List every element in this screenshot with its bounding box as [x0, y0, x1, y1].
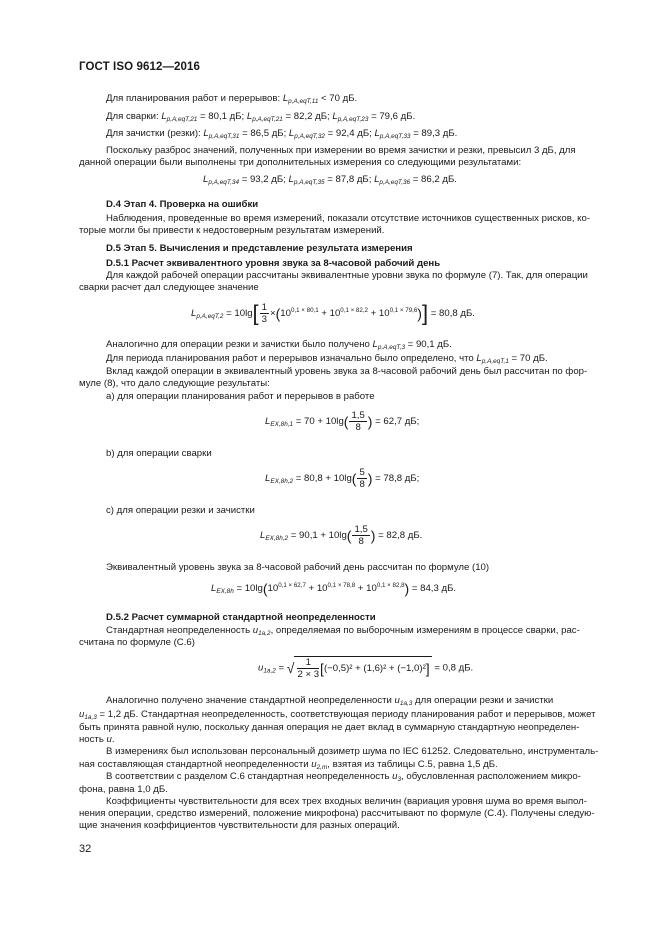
paragraph-line: муле (8), что дало следующие результаты: [79, 378, 270, 389]
paragraph-line: Аналогично для операции резки и зачистки было получено $L_{p,A,eqT,3} = 90,1$ дБ. [106, 339, 452, 351]
list-item: а) для операции планирования работ и перерывов в работе [106, 391, 375, 402]
paragraph-line: В соответствии с разделом С.6 стандартная неопределенность $u_3$, обусловленная расположением микро- [106, 771, 581, 783]
paragraph-line: $u_{1a,3} = 1,2$ дБ. Стандартная неопределенность, соответствующая периоду планирования работ и перерывов, может [79, 709, 596, 721]
paragraph-line: Наблюдения, проведенные во время измерений, показали отсутствие источников существенных рисков, ко- [106, 213, 591, 224]
list-item: b) для операции сварки [106, 448, 212, 459]
paragraph-line: фона, равна 1,0 дБ. [79, 784, 168, 795]
equation-welding-contribution: $L_{EX,8h,2} = 80,8 + 10\lg$( $\frac{5}{8}$ ) = 78,8 дБ; [265, 467, 420, 490]
paragraph-line: Стандартная неопределенность $u_{1a,2}$, определяемая по выборочным измерениям в процессе сварки, рас- [106, 625, 580, 637]
equation-uncertainty: $u_{1a,2}$ = √ $\frac{1}{2 \times 3}$ [(−0,5)² + (1,6)² + (−1,0)²] = 0,8 дБ. [258, 657, 474, 680]
paragraph-line: Коэффициенты чувствительности для всех трех входных величин (вариация уровня шума во время выпол- [106, 796, 587, 807]
paragraph-line: Для каждой рабочей операции рассчитаны эквивалентные уровни звука по формуле (7). Так, для операции [106, 270, 588, 281]
paragraph-line: В измерениях был использован персональный дозиметр шума по IEC 61252. Следовательно, инструменталь- [106, 746, 599, 757]
paragraph-line: Поскольку разброс значений, полученных при измерении во время зачистки и резки, превысил 3 дБ, для [106, 145, 576, 156]
document-header: ГОСТ ISO 9612—2016 [79, 61, 201, 73]
paragraph-line: торые могли бы привести к недостоверным результатам измерений. [79, 225, 385, 236]
paragraph-line: нения операции, средство измерений, положение микрофона) рассчитывают по формуле (С.4). Получены следую- [79, 808, 595, 819]
paragraph-line: данной операции были выполнены три дополнительных измерения со следующими результатами: [79, 157, 522, 168]
paragraph-line: щие значения коэффициентов чувствительности для разных операций. [79, 820, 400, 831]
paragraph-line: быть принята равной нулю, поскольку данная операция не дает вклад в суммарную стандартную неопределен- [79, 722, 580, 733]
equation-welding-level: $L_{p,A,eqT,2} = 10\lg$[ $\frac{1}{3}$ $\times(10^{0,1 \times 80,1} + 10^{0,1 \times 82,2} + 10^{0,1 \times 79,6})] = 80,8$ дБ. [191, 300, 475, 326]
section-heading: D.4 Этап 4. Проверка на ошибки [106, 199, 259, 210]
paragraph-line: Для периода планирования работ и перерывов изначально было определено, что $L_{p,A,eqT,1} = 70$ дБ. [106, 353, 548, 365]
paragraph-line: Для зачистки (резки): $L_{p,A,eqT,31} = 86,5$ дБ; $L_{p,A,eqT,32} = 92,4$ дБ; $L_{p,A,eqT,33} = 89,3$ дБ. [106, 128, 458, 140]
equation-line: $L_{p,A,eqT,34} = 93,2$ дБ; $L_{p,A,eqT,35} = 87,8$ дБ; $L_{p,A,eqT,36} = 86,2$ дБ. [203, 174, 457, 186]
paragraph-line: Аналогично получено значение стандартной неопределенности $u_{1a,3}$ для операции резки и зачистки [106, 695, 554, 707]
paragraph-line: ность u. [79, 734, 115, 745]
paragraph-line: Вклад каждой операции в эквивалентный уровень звука за 8-часовой рабочий день был рассчитан по фор- [106, 366, 588, 377]
paragraph-line: считана по формуле (С.6) [79, 637, 195, 648]
equation-planning-contribution: $L_{EX,8h,1} = 70 + 10\lg$( $\frac{1,5}{8}$ ) = 62,7 дБ; [265, 410, 420, 433]
paragraph-line: сварки расчет дал следующее значение [79, 282, 259, 293]
list-item: c) для операции резки и зачистки [106, 505, 255, 516]
equation-total-level: $L_{EX,8h} = 10\lg(10^{0,1 \times 62,7} + 10^{0,1 \times 78,8} + 10^{0,1 \times 82,8}) = 84,3$ дБ. [211, 580, 457, 597]
equation-cutting-contribution: $L_{EX,8h,2} = 90,1 + 10\lg$( $\frac{1,5}{8}$ ) = 82,8 дБ. [260, 524, 423, 547]
subsection-heading: D.5.2 Расчет суммарной стандартной неопределенности [106, 612, 376, 623]
paragraph-line: Для сварки: $L_{p,A,eqT,21} = 80,1$ дБ; $L_{p,A,eqT,21} = 82,2$ дБ; $L_{p,A,eqT,23} = 79,6$ дБ. [106, 111, 416, 123]
paragraph-line: Для планирования работ и перерывов: $L_{p,A,eqT,11} < 70$ дБ. [106, 93, 358, 105]
paragraph-line: Эквивалентный уровень звука за 8-часовой рабочий день рассчитан по формуле (10) [106, 562, 490, 573]
page-number: 32 [79, 843, 92, 855]
subsection-heading: D.5.1 Расчет эквивалентного уровня звука за 8-часовой рабочий день [106, 258, 441, 269]
paragraph-line: ная составляющая стандартной неопределенности $u_{2,m}$, взятая из таблицы С.5, равна 1,5 дБ. [79, 759, 498, 771]
section-heading: D.5 Этап 5. Вычисления и представление результата измерения [106, 243, 413, 254]
